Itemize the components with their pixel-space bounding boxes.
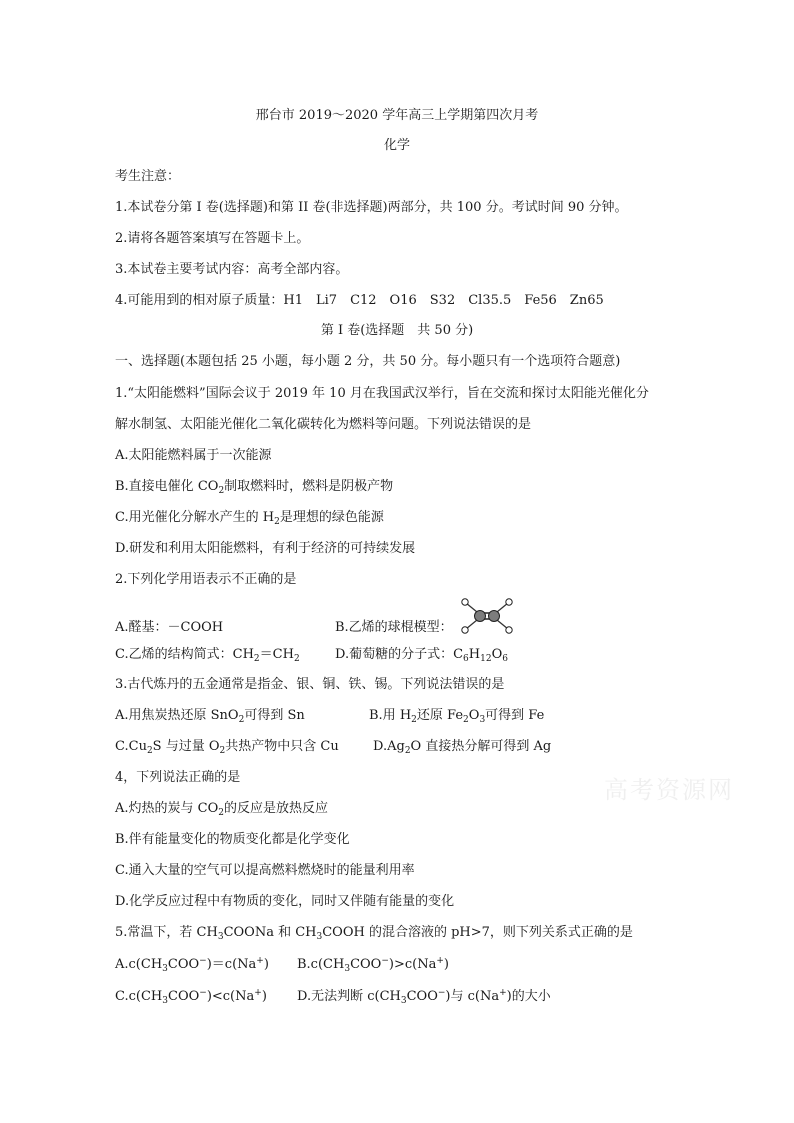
section-title: 第 I 卷(选择题 共 50 分) bbox=[320, 323, 474, 338]
notice-item-4: 4.可能用到的相对原子质量：H1 Li7 C12 O16 S32 Cl35.5 Fe56 Zn65 bbox=[115, 293, 604, 308]
subject-title: 化学 bbox=[383, 138, 410, 153]
q1-option-a: A.太阳能燃料属于一次能源 bbox=[115, 448, 272, 463]
notice-item-3: 3.本试卷主要考试内容：高考全部内容。 bbox=[115, 262, 349, 277]
q1-option-c: C.用光催化分解水产生的 $H_2$是理想的绿色能源 bbox=[115, 510, 384, 527]
q5-option-d: D.无法判断 $c(CH_3COO^-)$与 c(Na+)的大小 bbox=[297, 988, 551, 1006]
q5-stem: 5.常温下，若 $CH_3COONa$ 和 $CH_3COOH$ 的混合溶液的 pH>7，则下列关系式正确的是 bbox=[115, 925, 633, 942]
q2-option-d: D.葡萄糖的分子式：$C_6H_{12}O_6$ bbox=[335, 647, 508, 664]
q4-option-c: C.通入大量的空气可以提高燃料燃烧时的能量利用率 bbox=[115, 863, 415, 878]
q2-stem: 2.下列化学用语表示不正确的是 bbox=[115, 572, 297, 587]
q5-option-b: $B.c(CH_3COO^-)>c(Na^+)$ bbox=[297, 956, 449, 974]
watermark: 高考资源网 bbox=[604, 776, 734, 804]
q3-option-c: $C.Cu_2S$ 与过量 $O_2$共热产物中只含 Cu bbox=[115, 739, 339, 756]
q3-stem: 3.古代炼丹的五金通常是指金、银、铜、铁、锡。下列说法错误的是 bbox=[115, 677, 505, 692]
q1-stem-line1: 1.“太阳能燃料”国际会议于 2019 年 10 月在我国武汉举行，旨在交流和探讨太阳能光催化分 bbox=[115, 386, 649, 401]
q2-option-a: A.醛基：－COOH bbox=[115, 620, 224, 635]
q4-option-b: B.伴有能量变化的物质变化都是化学变化 bbox=[115, 832, 350, 847]
q1-stem-line2: 解水制氢、太阳能光催化二氧化碳转化为燃料等问题。下列说法错误的是 bbox=[115, 417, 532, 432]
q3-option-d: $D.Ag_2O$ 直接热分解可得到 Ag bbox=[373, 739, 552, 756]
q3-option-a: A.用焦炭热还原 SnO$_2$可得到 Sn bbox=[115, 708, 305, 725]
ethylene-ball-stick-model bbox=[458, 596, 516, 636]
q5-option-c: $C.c(CH_3COO^-)<c(Na^+)$ bbox=[115, 988, 267, 1006]
notice-item-1: 1.本试卷分第 I 卷(选择题)和第 II 卷(非选择题)两部分，共 100 分。考试时间 90 分钟。 bbox=[115, 200, 628, 215]
q1-option-b: B.直接电催化 $CO_2$制取燃料时，燃料是阴极产物 bbox=[115, 479, 394, 496]
q3-option-b: B.用 $H_2$还原 $Fe_2O_3$可得到 Fe bbox=[369, 708, 545, 725]
q2-option-b: B.乙烯的球棍模型： bbox=[335, 620, 453, 635]
page-title: 邢台市 2019～2020 学年高三上学期第四次月考 bbox=[255, 108, 539, 123]
q4-stem: 4，下列说法正确的是 bbox=[115, 770, 241, 785]
q2-option-c: C.乙烯的结构简式：$CH_2=CH_2$ bbox=[115, 647, 300, 664]
section-instruction: 一、选择题(本题包括 25 小题，每小题 2 分，共 50 分。每小题只有一个选项符合题意) bbox=[115, 354, 621, 369]
q4-option-d: D.化学反应过程中有物质的变化，同时又伴随有能量的变化 bbox=[115, 894, 455, 909]
notice-item-2: 2.请将各题答案填写在答题卡上。 bbox=[115, 231, 310, 246]
q1-option-d: D.研发和利用太阳能燃料，有利于经济的可持续发展 bbox=[115, 541, 416, 556]
notice-heading: 考生注意： bbox=[115, 169, 181, 184]
q4-option-a: A.灼热的炭与 $CO_2$的反应是放热反应 bbox=[115, 801, 329, 818]
q5-option-a: $A.c(CH_3COO^-)=c(Na^+)$ bbox=[115, 956, 269, 974]
